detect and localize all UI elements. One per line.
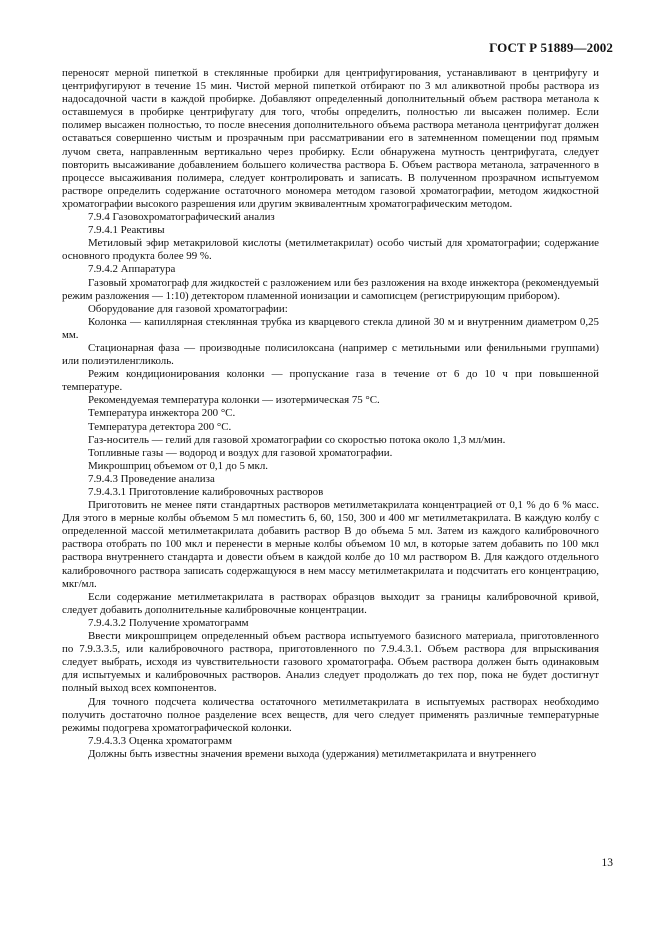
paragraph: 7.9.4.3.2 Получение хроматограмм xyxy=(88,616,249,629)
paragraph: Режим кондиционирования колонки — пропускание газа в течение от 6 до 10 ч при повышенной температуре. xyxy=(62,368,599,394)
body-text xyxy=(62,67,599,761)
paragraph: 7.9.4.2 Аппаратура xyxy=(88,263,176,276)
paragraph: Газовый хроматограф для жидкостей с разложением или без разложения на входе инжектора (рекомендуемый режим разложения — 1:10) детектором пламенной ионизации и самописцем (регистрирующим прибором). xyxy=(62,276,599,302)
paragraph: Температура детектора 200 °С. xyxy=(88,420,232,433)
paragraph: Если содержание метилметакрилата в растворах образцов выходит за границы калибровочной кривой, следует добавить дополнительные калибровочные концентрации. xyxy=(62,590,599,616)
paragraph: Для точного подсчета количества остаточного метилметакрилата в испытуемых растворах необходимо получить достаточно полное разделение всех веществ, для чего следует применять различные температурные режимы подогрева хроматографической колонки. xyxy=(62,695,599,734)
paragraph: 7.9.4.3.3 Оценка хроматограмм xyxy=(88,734,232,747)
paragraph: Ввести микрошприцем определенный объем раствора испытуемого базисного материала, приготовленного по 7.9.3.3.5, или калибровочного раствора, приготовленного по 7.9.4.3.1. Объем раствора для впрыскивания следует выбрать, исходя из чувствительности газового хроматографа. Объем раствора должен быть одинаковым для испытуемых и калибровочных растворов. Анализ следует продолжать до тех пор, пока не будет достигнут полный выход всех компонентов. xyxy=(62,630,599,695)
paragraph: Метиловый эфир метакриловой кислоты (метилметакрилат) особо чистый для хроматографии; содержание основного продукта более 99 %. xyxy=(62,237,599,263)
paragraph: Рекомендуемая температура колонки — изотермическая 75 °С. xyxy=(88,394,380,407)
paragraph: 7.9.4 Газовохроматографический анализ xyxy=(88,211,275,224)
paragraph: 7.9.4.1 Реактивы xyxy=(88,224,165,237)
paragraph: Топливные газы — водород и воздух для газовой хроматографии. xyxy=(88,446,393,459)
paragraph: Стационарная фаза — производные полисилоксана (например с метильными или фенильными группами) или полиэтиленгликоль. xyxy=(62,341,599,368)
paragraph: Должны быть известны значения времени выхода (удержания) метилметакрилата и внутреннего xyxy=(88,747,537,760)
paragraph: Приготовить не менее пяти стандартных растворов метилметакрилата концентрацией от 0,1 % до 6 % масс. Для этого в мерные колбы объемом 5 мл поместить 6, 60, 150, 300 и 400 мг метилметакрилата. В каждую колбу с определенной массой метилметакрилата добавить раствор В до объема 5 мл. Затем из каждого калибровочного раствора отобрать по 100 мкл и перенести в мерные колбы объемом 10 мл, в которые затем добавить по 100 мкл раствора внутреннего стандарта и довести объем в каждой колбе до 10 мл раствором В. Для каждого отдельного калибровочного раствора записать содержащуюся в нем массу метилметакрилата и подсчитать его концентрацию, мкг/мл. xyxy=(62,499,599,590)
paragraph: 7.9.4.3 Проведение анализа xyxy=(88,472,215,485)
paragraph: Колонка — капиллярная стеклянная трубка из кварцевого стекла длиной 30 м и внутренним диаметром 0,25 мм. xyxy=(62,315,599,341)
paragraph: Оборудование для газовой хроматографии: xyxy=(88,302,288,315)
paragraph: Газ-носитель — гелий для газовой хроматографии со скоростью потока около 1,3 мл/мин. xyxy=(88,433,506,446)
paragraph: Температура инжектора 200 °С. xyxy=(88,407,236,420)
page-number: 13 xyxy=(601,857,613,869)
paragraph: Микрошприц объемом от 0,1 до 5 мкл. xyxy=(88,459,268,472)
standard-number-header: ГОСТ Р 51889—2002 xyxy=(489,40,613,55)
paragraph: 7.9.4.3.1 Приготовление калибровочных растворов xyxy=(88,486,324,498)
paragraph: переносят мерной пипеткой в стеклянные пробирки для центрифугирования, устанавливают в центрифугу и центрифугируют в течение 15 мин. Чистой мерной пипеткой отбирают по 3 мл аликвотной пробы раствора из надосадочной части в каждой пробирке. Добавляют определенный дополнительный объем раствора метанола к оставшемуся в пробирке центрифугату для того, чтобы определить, полностью ли высажен полимер. Если полимер высажен полностью, то после внесения дополнительного объема раствора метанола центрифугат должен оставаться совершенно чистым и прозрачным при рассматривании его в затемненном помещении под прямым лучом света, направленным вертикально через пробирку. Если обнаружена мутность центрифугата, следует повторить высаживание добавлением большего количества раствора Б. Объем раствора метанола, затраченного в процессе высаживания полимера, следует контролировать и записать. В полученном прозрачном испытуемом растворе определить содержание остаточного мономера методом газовой хроматографии, методом жидкостной хроматографии высокого разрешения или другим эквивалентным хроматографическим методом. xyxy=(62,67,599,210)
